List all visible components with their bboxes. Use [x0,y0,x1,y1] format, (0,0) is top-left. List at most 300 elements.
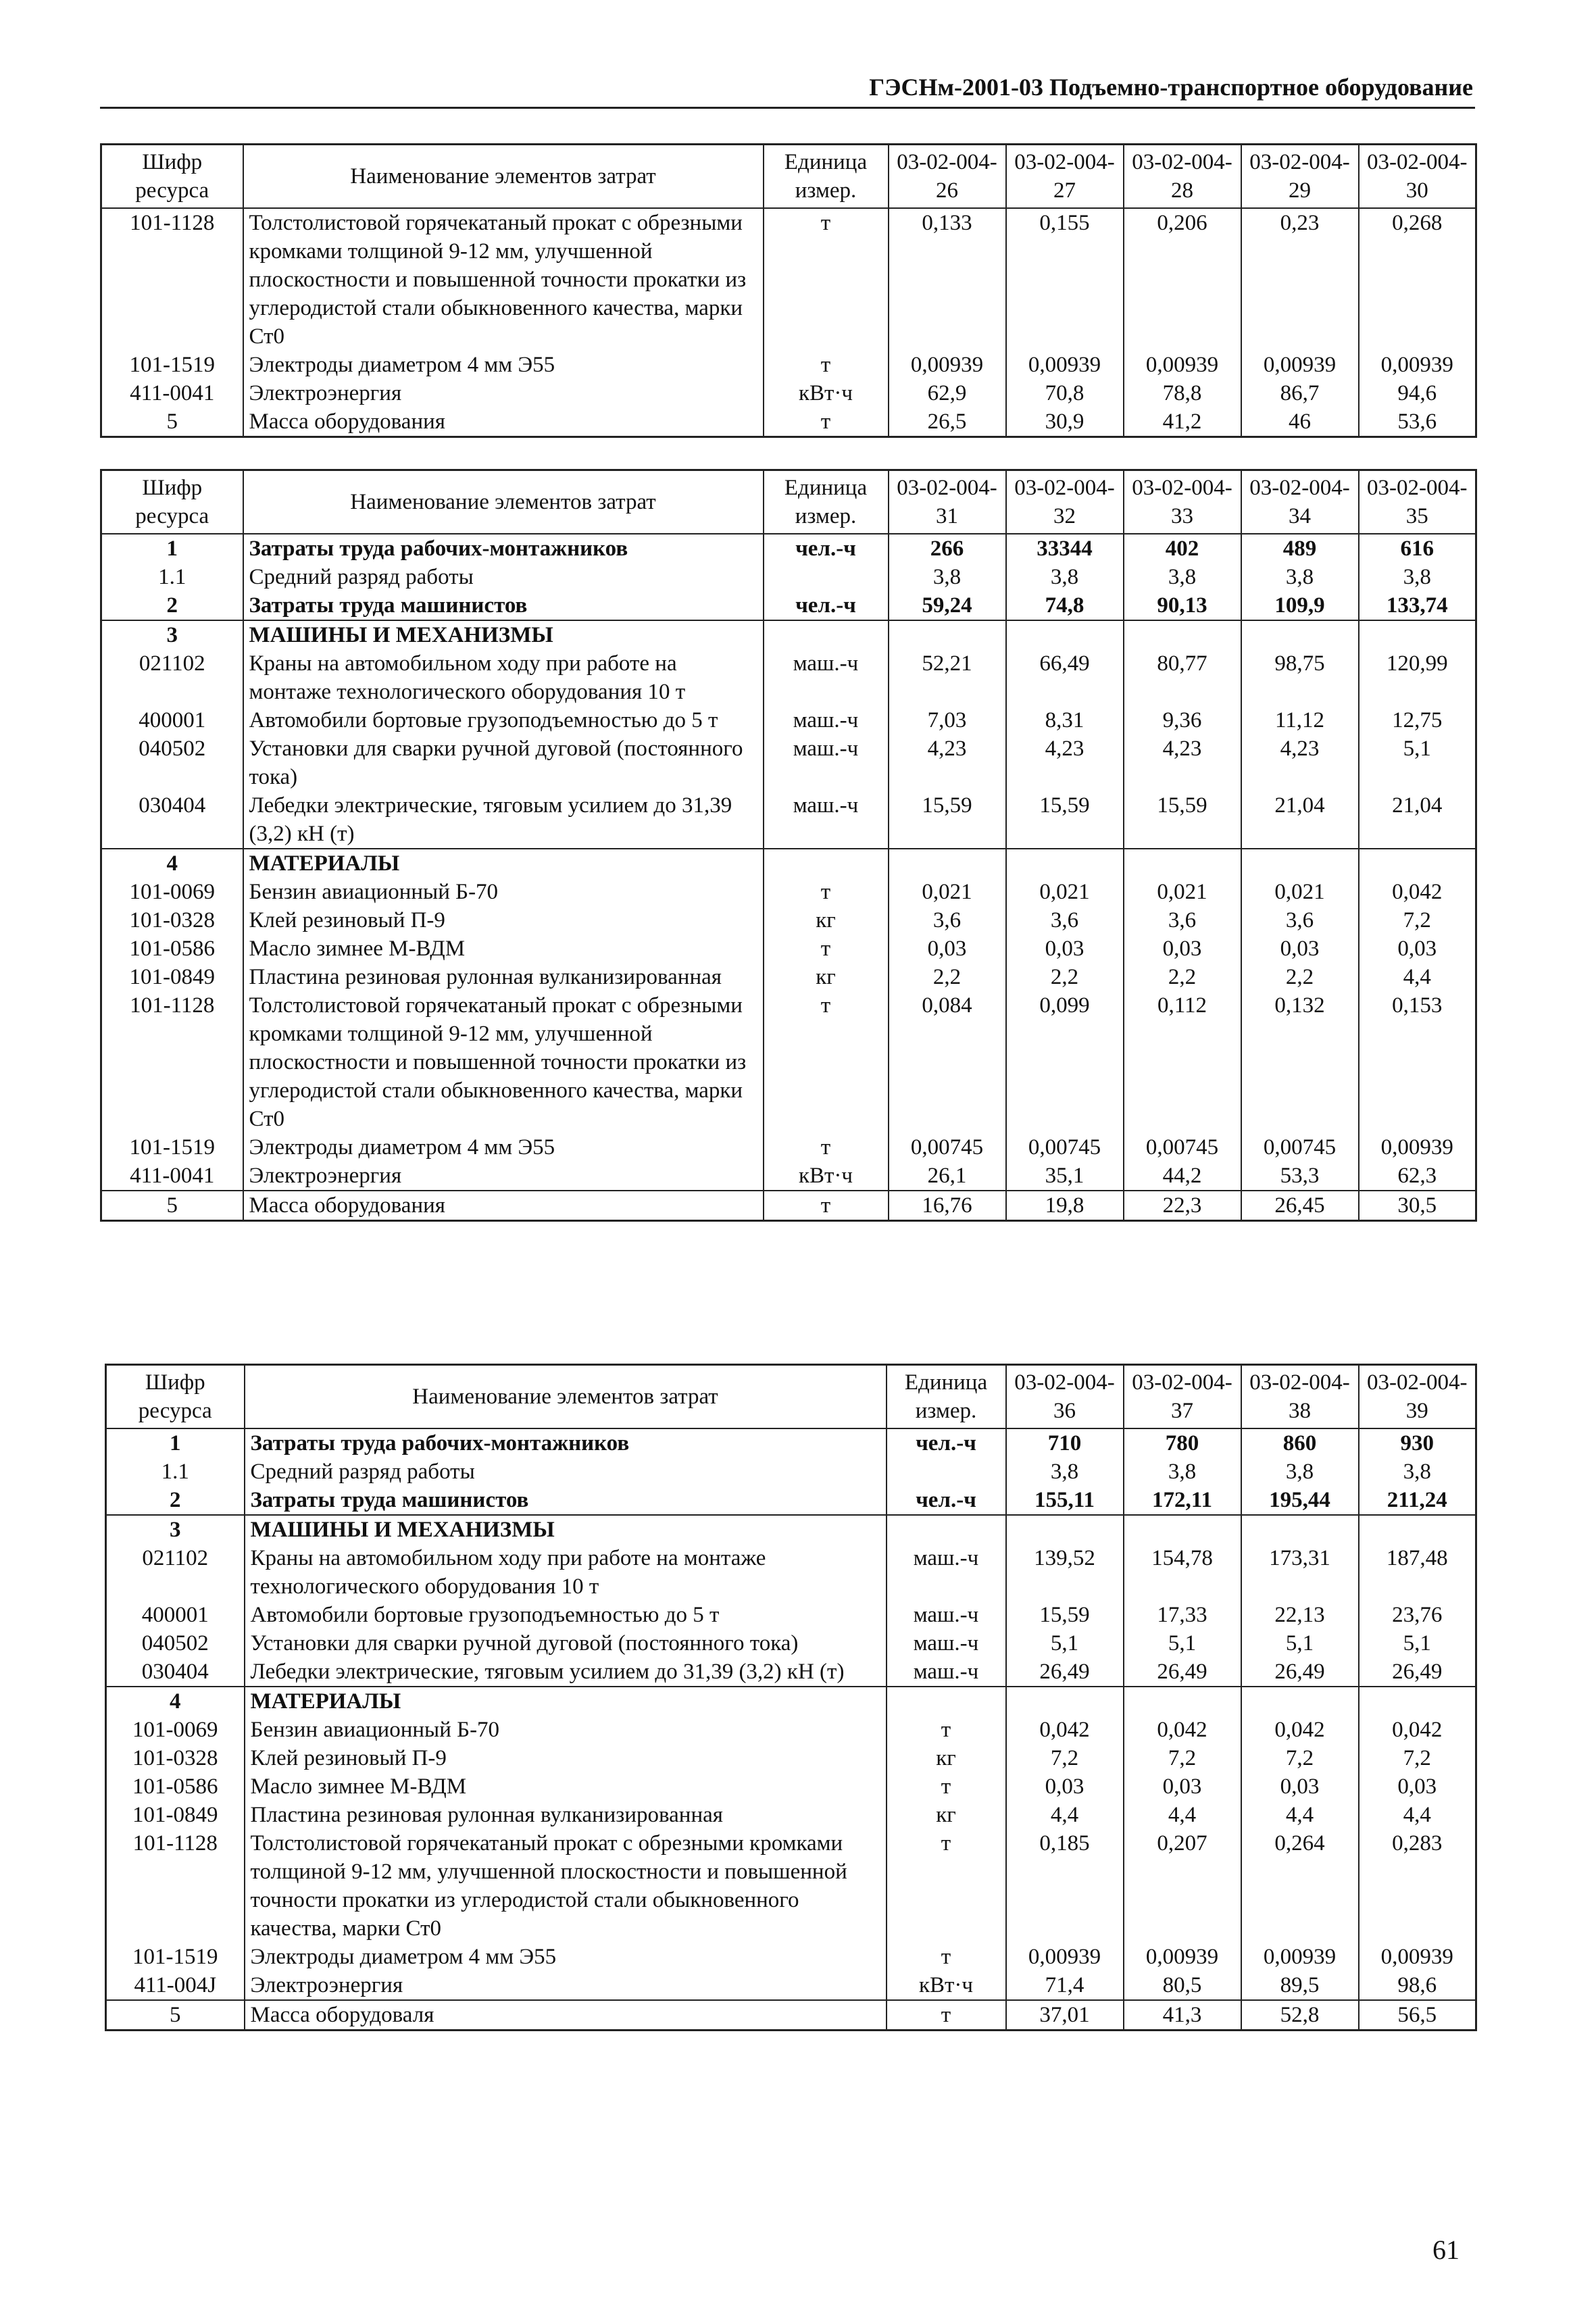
header-norm-code: 03-02-004-38 [1241,1365,1359,1429]
unit: маш.-ч [887,1658,1006,1687]
value-cell: 0,00939 [1124,1943,1241,1971]
unit: т [764,351,889,379]
resource-code: 101-1519 [101,351,243,379]
resource-code: 5 [101,1191,243,1221]
header-rule [100,107,1475,109]
unit: т [764,1191,889,1221]
table-row [106,1943,1476,1971]
value-cell: 94,6 [1359,379,1476,407]
header-norm-code: 03-02-004-31 [889,470,1006,534]
header-norm-code: 03-02-004-32 [1006,470,1124,534]
cost-element-name: Пластина резиновая рулонная вулканизированная [243,963,764,991]
resource-code: 040502 [101,735,243,791]
value-cell: 0,268 [1359,208,1476,351]
table-row [101,706,1476,735]
value-cell: 15,59 [1006,1601,1124,1629]
resource-code: 400001 [101,706,243,735]
cost-element-name: Электроэнергия [245,1971,887,2000]
value-cell: 30,9 [1006,407,1124,437]
unit: маш.-ч [764,791,889,849]
table-row [101,1191,1476,1221]
value-cell: 860 [1241,1428,1359,1458]
unit: т [887,1829,1006,1943]
table-row [106,1515,1476,1544]
table-row [106,1744,1476,1772]
unit [764,620,889,649]
value-cell: 3,6 [1124,906,1241,935]
value-cell: 0,03 [1359,935,1476,963]
cost-element-name: Краны на автомобильном ходу при работе на монтаже технологического оборудования 10 т [245,1544,887,1601]
header-norm-code: 03-02-004-36 [1006,1365,1124,1429]
resource-code: 101-0849 [106,1801,245,1829]
resource-code: 101-0328 [101,906,243,935]
table-row [101,963,1476,991]
value-cell: 139,52 [1006,1544,1124,1601]
value-cell: 2,2 [889,963,1006,991]
resource-code: 1.1 [106,1458,245,1486]
cost-element-name: МАШИНЫ И МЕХАНИЗМЫ [243,620,764,649]
value-cell: 0,042 [1006,1716,1124,1744]
value-cell: 62,9 [889,379,1006,407]
cost-element-name: Установки для сварки ручной дуговой (постоянного тока) [245,1629,887,1658]
value-cell: 5,1 [1359,1629,1476,1658]
cost-element-name: Бензин авиационный Б-70 [245,1716,887,1744]
header-norm-code: 03-02-004-30 [1359,145,1476,209]
value-cell: 0,155 [1006,208,1124,351]
unit: кг [887,1744,1006,1772]
cost-element-name: Пластина резиновая рулонная вулканизированная [245,1801,887,1829]
value-cell: 5,1 [1359,735,1476,791]
value-cell [1124,1515,1241,1544]
value-cell: 0,185 [1006,1829,1124,1943]
value-cell: 4,23 [889,735,1006,791]
cost-element-name: Краны на автомобильном ходу при работе на монтаже технологического оборудования 10 т [243,649,764,706]
value-cell: 35,1 [1006,1162,1124,1191]
value-cell: 0,206 [1124,208,1241,351]
unit: кВт·ч [887,1971,1006,2000]
resource-code: 101-0849 [101,963,243,991]
unit [887,1515,1006,1544]
value-cell: 155,11 [1006,1486,1124,1515]
value-cell: 0,021 [1241,878,1359,906]
value-cell: 5,1 [1006,1629,1124,1658]
value-cell: 4,23 [1006,735,1124,791]
value-cell [1006,1515,1124,1544]
table-row [101,991,1476,1133]
value-cell: 22,13 [1241,1601,1359,1629]
value-cell: 211,24 [1359,1486,1476,1515]
value-cell [1006,1687,1124,1716]
cost-element-name: МАТЕРИАЛЫ [245,1687,887,1716]
value-cell: 52,21 [889,649,1006,706]
value-cell: 5,1 [1124,1629,1241,1658]
unit [887,1687,1006,1716]
value-cell: 21,04 [1359,791,1476,849]
value-cell: 26,49 [1006,1658,1124,1687]
value-cell: 0,099 [1006,991,1124,1133]
resource-code: 030404 [101,791,243,849]
resource-code: 101-1519 [101,1133,243,1162]
value-cell: 0,021 [1124,878,1241,906]
table-row [101,791,1476,849]
unit: т [764,1133,889,1162]
value-cell [1359,1515,1476,1544]
cost-element-name: Электроды диаметром 4 мм Э55 [243,351,764,379]
value-cell: 780 [1124,1428,1241,1458]
table-row [106,2000,1476,2031]
value-cell: 5,1 [1241,1629,1359,1658]
value-cell: 19,8 [1006,1191,1124,1221]
unit [764,563,889,591]
header-norm-code: 03-02-004-26 [889,145,1006,209]
value-cell: 0,00745 [889,1133,1006,1162]
resource-code: 411-0041 [101,1162,243,1191]
unit: чел.-ч [764,534,889,563]
cost-element-name: Масса оборудования [243,407,764,437]
resource-code: 101-0328 [106,1744,245,1772]
unit: кг [887,1801,1006,1829]
value-cell: 4,23 [1241,735,1359,791]
value-cell: 4,4 [1359,1801,1476,1829]
value-cell: 53,6 [1359,407,1476,437]
value-cell [889,849,1006,878]
value-cell: 489 [1241,534,1359,563]
cost-element-name: Клей резиновый П-9 [245,1744,887,1772]
resource-code: 101-1128 [101,991,243,1133]
unit: т [887,1772,1006,1801]
unit: кВт·ч [764,1162,889,1191]
value-cell: 0,132 [1241,991,1359,1133]
table-row [101,563,1476,591]
value-cell: 17,33 [1124,1601,1241,1629]
cost-element-name: Бензин авиационный Б-70 [243,878,764,906]
value-cell: 71,4 [1006,1971,1124,2000]
header-name: Наименование элементов затрат [243,470,764,534]
table-row [106,1458,1476,1486]
header-unit: Единица измер. [887,1365,1006,1429]
resource-code: 040502 [106,1629,245,1658]
table-header-row [101,470,1476,534]
table-row [101,878,1476,906]
value-cell: 2,2 [1241,963,1359,991]
cost-element-name: Средний разряд работы [245,1458,887,1486]
value-cell: 0,03 [1006,935,1124,963]
value-cell: 187,48 [1359,1544,1476,1601]
value-cell: 15,59 [1006,791,1124,849]
resource-code: 101-0069 [106,1716,245,1744]
unit: т [764,208,889,351]
unit: чел.-ч [887,1486,1006,1515]
cost-element-name: МАТЕРИАЛЫ [243,849,764,878]
cost-element-name: Электроэнергия [243,379,764,407]
value-cell: 62,3 [1359,1162,1476,1191]
header-norm-code: 03-02-004-35 [1359,470,1476,534]
table-row [106,1629,1476,1658]
value-cell: 266 [889,534,1006,563]
value-cell: 4,4 [1006,1801,1124,1829]
unit [887,1458,1006,1486]
value-cell: 15,59 [1124,791,1241,849]
value-cell: 0,00939 [1241,1943,1359,1971]
header-norm-code: 03-02-004-28 [1124,145,1241,209]
value-cell: 8,31 [1006,706,1124,735]
resource-code: 1 [106,1428,245,1458]
unit: чел.-ч [764,591,889,620]
value-cell: 0,283 [1359,1829,1476,1943]
value-cell: 89,5 [1241,1971,1359,2000]
value-cell: 4,4 [1359,963,1476,991]
value-cell [1241,849,1359,878]
table-row [106,1658,1476,1687]
value-cell: 9,36 [1124,706,1241,735]
cost-element-name: Затраты труда машинистов [245,1486,887,1515]
value-cell [1006,849,1124,878]
value-cell: 80,77 [1124,649,1241,706]
value-cell: 7,2 [1359,1744,1476,1772]
value-cell: 26,1 [889,1162,1006,1191]
header-norm-code: 03-02-004-29 [1241,145,1359,209]
cost-element-name: Толстолистовой горячекатаный прокат с обрезными кромками толщиной 9-12 мм, улучшенной плоскостности и повышенной точности прокатки из углеродистой стали обыкновенного качества, марки Ст0 [243,208,764,351]
value-cell: 3,6 [1006,906,1124,935]
value-cell: 0,084 [889,991,1006,1133]
table-row [106,1772,1476,1801]
value-cell: 0,00939 [1241,351,1359,379]
value-cell: 402 [1124,534,1241,563]
unit: т [887,2000,1006,2031]
table-row [101,906,1476,935]
value-cell: 4,23 [1124,735,1241,791]
value-cell: 52,8 [1241,2000,1359,2031]
resource-code: 2 [106,1486,245,1515]
resource-code: 101-1128 [106,1829,245,1943]
table-header-row [106,1365,1476,1429]
value-cell: 3,8 [1124,563,1241,591]
value-cell: 15,59 [889,791,1006,849]
resource-code: 4 [101,849,243,878]
value-cell: 0,153 [1359,991,1476,1133]
header-unit: Единица измер. [764,470,889,534]
value-cell: 172,11 [1124,1486,1241,1515]
value-cell: 0,03 [1006,1772,1124,1801]
resource-code: 101-1128 [101,208,243,351]
value-cell: 3,8 [1241,563,1359,591]
cost-element-name: МАШИНЫ И МЕХАНИЗМЫ [245,1515,887,1544]
header-code: Шифр ресурса [101,145,243,209]
resource-code: 101-0586 [101,935,243,963]
value-cell: 0,03 [1124,935,1241,963]
resource-code: 101-0069 [101,878,243,906]
resource-code: 1.1 [101,563,243,591]
unit: т [887,1943,1006,1971]
value-cell: 0,03 [1241,1772,1359,1801]
value-cell: 195,44 [1241,1486,1359,1515]
cost-element-name: Лебедки электрические, тяговым усилием до 31,39 (3,2) кН (т) [243,791,764,849]
table-row [101,534,1476,563]
value-cell: 7,03 [889,706,1006,735]
value-cell: 7,2 [1359,906,1476,935]
value-cell: 0,00939 [1359,351,1476,379]
resource-code: 1 [101,534,243,563]
value-cell: 66,49 [1006,649,1124,706]
value-cell: 70,8 [1006,379,1124,407]
cost-element-name: Толстолистовой горячекатаный прокат с обрезными кромками толщиной 9-12 мм, улучшенной плоскостности и повышенной точности прокатки из углеродистой стали обыкновенного качества, марки Ст0 [243,991,764,1133]
table-row [106,1971,1476,2000]
cost-element-name: Масло зимнее М-ВДМ [245,1772,887,1801]
value-cell: 41,2 [1124,407,1241,437]
header-norm-code: 03-02-004-39 [1359,1365,1476,1429]
header-unit: Единица измер. [764,145,889,209]
value-cell: 26,49 [1124,1658,1241,1687]
value-cell: 0,00939 [1006,351,1124,379]
header-norm-code: 03-02-004-37 [1124,1365,1241,1429]
value-cell: 154,78 [1124,1544,1241,1601]
unit: маш.-ч [764,649,889,706]
value-cell: 41,3 [1124,2000,1241,2031]
resource-code: 5 [101,407,243,437]
value-cell: 3,8 [1359,563,1476,591]
value-cell: 930 [1359,1428,1476,1458]
table-row [106,1486,1476,1515]
cost-element-name: Клей резиновый П-9 [243,906,764,935]
value-cell: 0,03 [1124,1772,1241,1801]
resource-code: 400001 [106,1601,245,1629]
value-cell: 3,8 [1241,1458,1359,1486]
value-cell: 86,7 [1241,379,1359,407]
cost-element-name: Средний разряд работы [243,563,764,591]
value-cell: 78,8 [1124,379,1241,407]
table-row [106,1687,1476,1716]
table-row [101,379,1476,407]
value-cell: 56,5 [1359,2000,1476,2031]
table-row [106,1428,1476,1458]
value-cell [1241,1515,1359,1544]
value-cell: 0,112 [1124,991,1241,1133]
unit: маш.-ч [764,706,889,735]
cost-element-name: Затраты труда рабочих-монтажников [245,1428,887,1458]
value-cell [1241,1687,1359,1716]
resource-code: 3 [106,1515,245,1544]
value-cell: 3,8 [1359,1458,1476,1486]
value-cell [1006,620,1124,649]
value-cell [1359,849,1476,878]
cost-element-name: Лебедки электрические, тяговым усилием до 31,39 (3,2) кН (т) [245,1658,887,1687]
value-cell: 23,76 [1359,1601,1476,1629]
resource-code: 021102 [101,649,243,706]
value-cell: 0,03 [1241,935,1359,963]
unit: т [887,1716,1006,1744]
value-cell: 0,00939 [889,351,1006,379]
value-cell: 33344 [1006,534,1124,563]
value-cell: 98,75 [1241,649,1359,706]
unit: т [764,407,889,437]
value-cell: 30,5 [1359,1191,1476,1221]
header-norm-code: 03-02-004-27 [1006,145,1124,209]
table-row [101,620,1476,649]
value-cell: 98,6 [1359,1971,1476,2000]
value-cell: 46 [1241,407,1359,437]
value-cell: 0,207 [1124,1829,1241,1943]
value-cell: 44,2 [1124,1162,1241,1191]
value-cell: 74,8 [1006,591,1124,620]
value-cell: 37,01 [1006,2000,1124,2031]
table-row [101,208,1476,351]
page-header-title: ГЭСНм-2001-03 Подъемно-транспортное оборудование [869,74,1473,101]
resource-code: 2 [101,591,243,620]
resource-code: 411-004J [106,1971,245,2000]
value-cell: 11,12 [1241,706,1359,735]
value-cell: 0,23 [1241,208,1359,351]
header-name: Наименование элементов затрат [243,145,764,209]
value-cell: 2,2 [1124,963,1241,991]
table-row [101,591,1476,620]
page-number: 61 [1432,2235,1460,2265]
value-cell: 0,00939 [1359,1943,1476,1971]
value-cell: 2,2 [1006,963,1124,991]
value-cell: 0,00745 [1124,1133,1241,1162]
cost-element-name: Автомобили бортовые грузоподъемностью до 5 т [245,1601,887,1629]
value-cell: 3,6 [1241,906,1359,935]
table-row [101,935,1476,963]
value-cell: 710 [1006,1428,1124,1458]
value-cell: 4,4 [1241,1801,1359,1829]
unit: т [764,878,889,906]
value-cell: 59,24 [889,591,1006,620]
value-cell: 0,042 [1359,1716,1476,1744]
table-row [101,1162,1476,1191]
table-row [101,351,1476,379]
resource-table-1 [100,143,1477,438]
value-cell: 616 [1359,534,1476,563]
value-cell [1124,1687,1241,1716]
cost-element-name: Масса оборудования [243,1191,764,1221]
value-cell: 3,8 [1124,1458,1241,1486]
value-cell [1359,620,1476,649]
table-header-row [101,145,1476,209]
value-cell [1359,1687,1476,1716]
value-cell: 0,00939 [1006,1943,1124,1971]
value-cell: 133,74 [1359,591,1476,620]
value-cell: 0,042 [1359,878,1476,906]
value-cell: 26,45 [1241,1191,1359,1221]
value-cell: 0,021 [1006,878,1124,906]
table-row [106,1716,1476,1744]
unit: маш.-ч [887,1544,1006,1601]
resource-code: 3 [101,620,243,649]
unit: кг [764,906,889,935]
resource-code: 101-0586 [106,1772,245,1801]
value-cell [889,620,1006,649]
resource-code: 030404 [106,1658,245,1687]
header-norm-code: 03-02-004-34 [1241,470,1359,534]
cost-element-name: Масло зимнее М-ВДМ [243,935,764,963]
value-cell: 80,5 [1124,1971,1241,2000]
resource-table-2 [100,469,1477,1222]
resource-code: 021102 [106,1544,245,1601]
header-code: Шифр ресурса [101,470,243,534]
value-cell: 7,2 [1006,1744,1124,1772]
value-cell: 7,2 [1124,1744,1241,1772]
value-cell: 3,8 [1006,1458,1124,1486]
table-row [106,1544,1476,1601]
value-cell: 0,03 [889,935,1006,963]
cost-element-name: Установки для сварки ручной дуговой (постоянного тока) [243,735,764,791]
resource-code: 411-0041 [101,379,243,407]
value-cell: 0,00939 [1359,1133,1476,1162]
value-cell: 26,49 [1241,1658,1359,1687]
table-row [101,735,1476,791]
value-cell: 120,99 [1359,649,1476,706]
cost-element-name: Затраты труда машинистов [243,591,764,620]
